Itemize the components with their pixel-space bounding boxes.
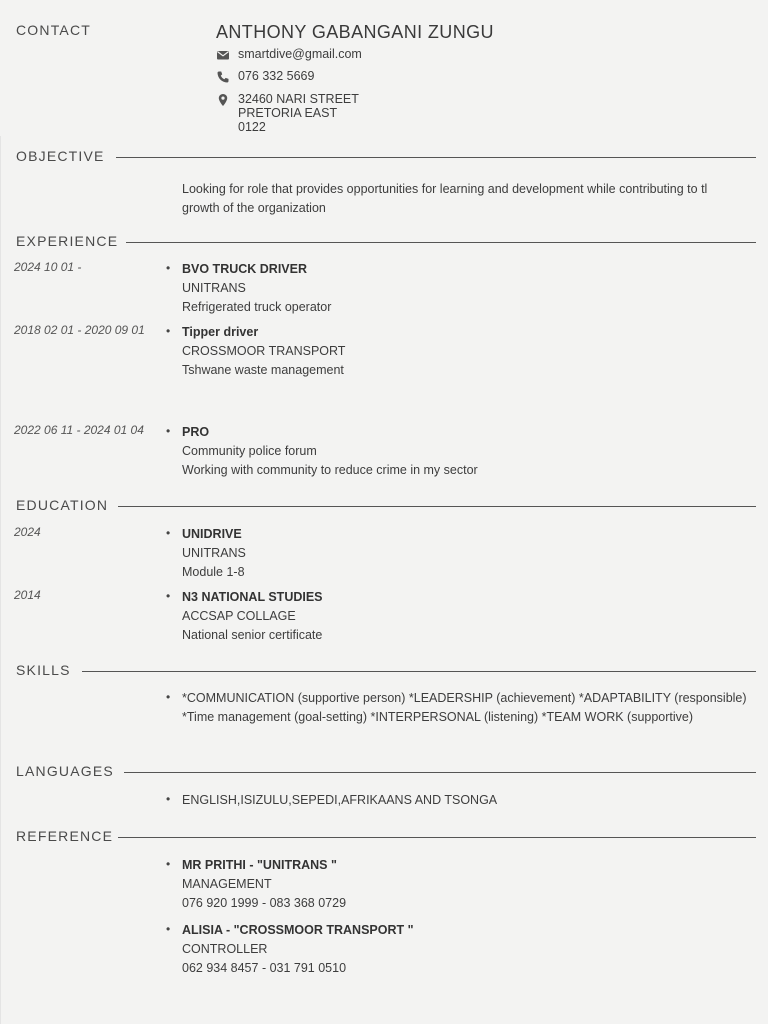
skills-divider (82, 671, 756, 672)
bullet-icon: • (166, 424, 171, 438)
entry-detail: Refrigerated truck operator (182, 300, 332, 314)
entry-date: 2018 02 01 - 2020 09 01 (14, 323, 145, 337)
reference-title: MR PRITHI - "UNITRANS " (182, 858, 337, 872)
bullet-icon: • (166, 261, 171, 275)
entry-detail: Tshwane waste management (182, 363, 344, 377)
reference-role: MANAGEMENT (182, 877, 272, 891)
bullet-icon: • (166, 857, 171, 871)
objective-line: Looking for role that provides opportunities for learning and development while contributing to tl (182, 182, 708, 196)
entry-date: 2014 (14, 588, 41, 602)
entry-title: BVO TRUCK DRIVER (182, 262, 308, 276)
experience-divider (126, 242, 756, 243)
skills-text: *COMMUNICATION (supportive person) *LEADERSHIP (achievement) *ADAPTABILITY (responsible) *Time management (goal-setting) *INTERPERSONAL (listening) *TEAM WORK (supportive) (182, 691, 747, 724)
address-row (216, 92, 359, 134)
page-edge (0, 136, 1, 1024)
entry-date: 2024 10 01 - (14, 260, 82, 274)
languages-heading: LANGUAGES (16, 763, 114, 779)
bullet-icon: • (166, 526, 171, 540)
objective-heading: OBJECTIVE (16, 148, 105, 164)
candidate-name: ANTHONY GABANGANI ZUNGU (216, 22, 494, 42)
entry-title: N3 NATIONAL STUDIES (182, 590, 323, 604)
entry-title: PRO (182, 425, 210, 439)
entry-org: UNITRANS (182, 546, 246, 560)
bullet-icon: • (166, 690, 171, 704)
education-heading: EDUCATION (16, 497, 109, 513)
bullet-icon: • (166, 922, 171, 936)
email-row (216, 47, 362, 62)
reference-divider (118, 837, 756, 838)
phone-icon (216, 70, 230, 84)
objective-line: growth of the organization (182, 201, 326, 215)
address-line: 0122 (238, 120, 266, 134)
experience-heading: EXPERIENCE (16, 233, 119, 249)
entry-detail: Module 1-8 (182, 565, 245, 579)
envelope-icon (216, 48, 230, 62)
languages-text: ENGLISH,ISIZULU,SEPEDI,AFRIKAANS AND TSONGA (182, 793, 498, 807)
entry-title: Tipper driver (182, 325, 259, 339)
phone-text: 076 332 5669 (238, 69, 315, 83)
bullet-icon: • (166, 792, 171, 806)
bullet-icon: • (166, 324, 171, 338)
reference-title: ALISIA - "CROSSMOOR TRANSPORT " (182, 923, 414, 937)
address-line: 32460 NARI STREET (238, 92, 359, 106)
entry-detail: National senior certificate (182, 628, 323, 642)
entry-org: CROSSMOOR TRANSPORT (182, 344, 346, 358)
entry-title: UNIDRIVE (182, 527, 242, 541)
objective-text (182, 180, 762, 218)
phone-row (216, 69, 314, 84)
skills-heading: SKILLS (16, 662, 71, 678)
reference-phones: 062 934 8457 - 031 791 0510 (182, 961, 347, 975)
reference-heading: REFERENCE (16, 828, 114, 844)
education-divider (118, 506, 756, 507)
entry-org: UNITRANS (182, 281, 246, 295)
address-block (238, 92, 359, 134)
objective-divider (116, 157, 756, 158)
entry-date: 2024 (14, 525, 41, 539)
reference-phones: 076 920 1999 - 083 368 0729 (182, 896, 347, 910)
map-pin-icon (216, 93, 230, 107)
languages-divider (124, 772, 756, 773)
entry-org: Community police forum (182, 444, 317, 458)
contact-heading: CONTACT (16, 22, 92, 38)
email-text: smartdive@gmail.com (238, 47, 362, 61)
entry-detail: Working with community to reduce crime in my sector (182, 463, 478, 477)
bullet-icon: • (166, 589, 171, 603)
entry-org: ACCSAP COLLAGE (182, 609, 296, 623)
address-line: PRETORIA EAST (238, 106, 338, 120)
reference-role: CONTROLLER (182, 942, 268, 956)
entry-date: 2022 06 11 - 2024 01 04 (14, 423, 144, 437)
